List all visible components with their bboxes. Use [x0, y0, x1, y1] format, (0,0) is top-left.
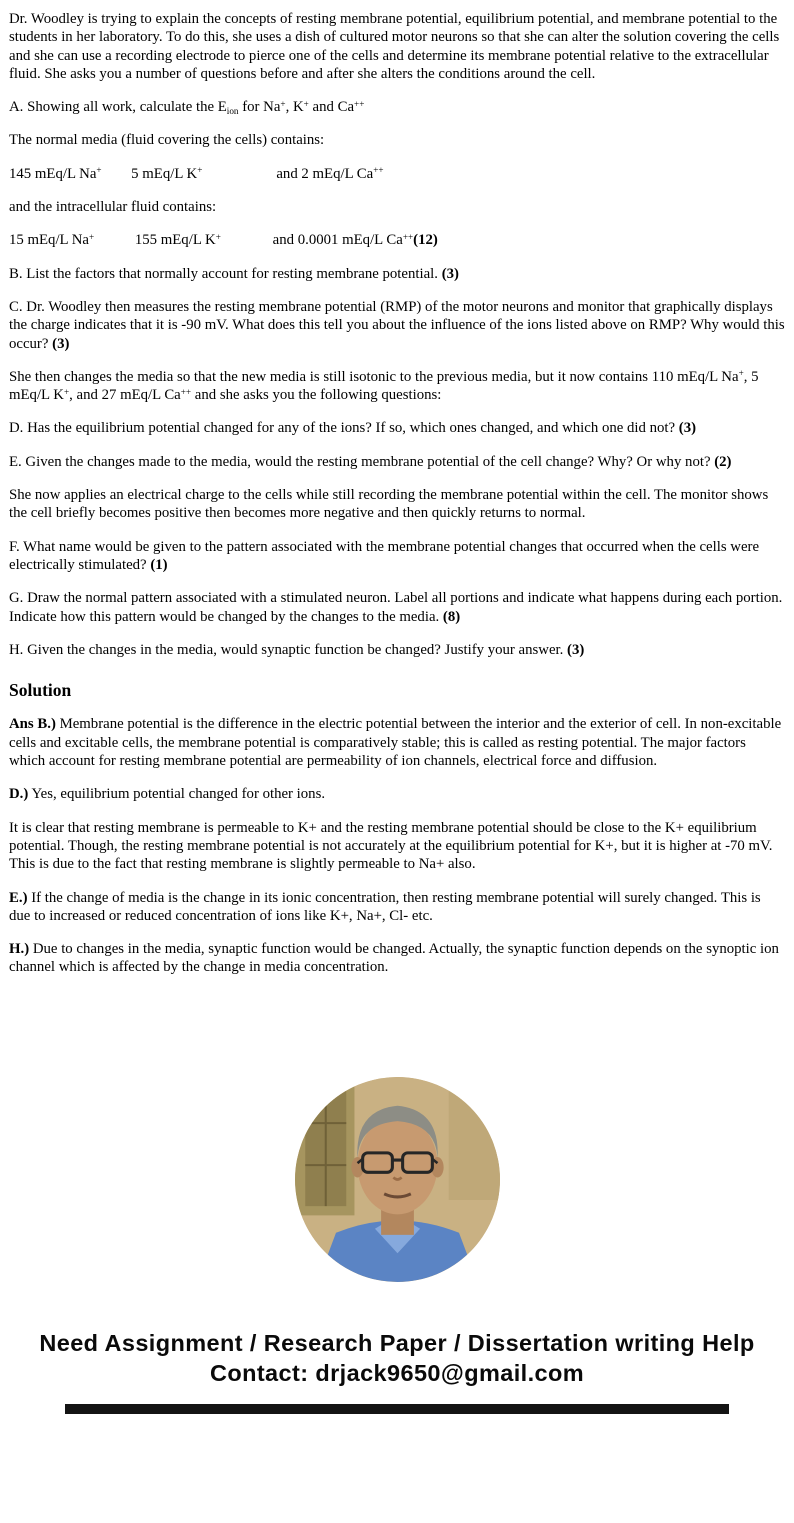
- intracellular-intro: and the intracellular fluid contains:: [9, 199, 217, 216]
- question-g: G. Draw the normal pattern associated with a stimulated neuron. Label all portions and indicate what happens during each portion. Indicate how this pattern would be changed by the changes to the media. (8): [9, 590, 783, 625]
- question-d: D. Has the equilibrium potential changed for any of the ions? If so, which ones changed, and which one did not? (3): [9, 420, 697, 437]
- media-change-paragraph: She then changes the media so that the new media is still isotonic to the previous media, but it now contains 110 mEq/L Na+, 5 mEq/L K+, and 27 mEq/L Ca++ and she asks you the following questions:: [9, 368, 759, 404]
- portrait-illustration: [295, 1077, 500, 1282]
- portrait-section: [0, 1077, 794, 1282]
- portrait-photo: [295, 1077, 500, 1282]
- normal-media-concentrations: 145 mEq/L Na+ 5 mEq/L K+ and 2 mEq/L Ca++: [9, 165, 384, 182]
- answer-d: D.) Yes, equilibrium potential changed for other ions.: [9, 786, 326, 803]
- electrical-charge-paragraph: She now applies an electrical charge to the cells while still recording the membrane potential within the cell. The monitor shows the cell briefly becomes positive then becomes more negative and then quickly returns to normal.: [9, 487, 769, 522]
- question-a: A. Showing all work, calculate the $E_{ion}$ for Na+, K+ and Ca++: [9, 98, 365, 116]
- answer-h: H.) Due to changes in the media, synaptic function would be changed. Actually, the synaptic function depends on the synoptic ion channel which is affected by the change in media concentration.: [9, 941, 779, 976]
- footer-help-text: Need Assignment / Research Paper / Dissertation writing Help: [39, 1329, 755, 1356]
- footer-ad: [27, 1328, 767, 1388]
- question-h: H. Given the changes in the media, would synaptic function be changed? Justify your answer. (3): [9, 641, 585, 658]
- answer-e: E.) If the change of media is the change in its ionic concentration, then resting membrane potential will surely changed. This is due to increased or reduced concentration of ions like K+, Na+, Cl- etc.: [9, 889, 761, 924]
- intracellular-concentrations: 15 mEq/L Na+ 155 mEq/L K+ and 0.0001 mEq/L Ca++(12): [9, 231, 438, 249]
- answer-b: Ans B.) Membrane potential is the difference in the electric potential between the interior and the exterior of cell. In non-excitable cells and excitable cells, the membrane potential is comparatively stable; this is called as resting potential. The major factors which account for resting membrane potential are permeability of ion channels, electrical force and diffusion.: [9, 716, 782, 770]
- normal-media-intro: The normal media (fluid covering the cells) contains:: [9, 132, 325, 149]
- solution-heading: Solution: [9, 680, 72, 701]
- question-b: B. List the factors that normally account for resting membrane potential. (3): [9, 265, 459, 282]
- bottom-dark-strip: [65, 1404, 729, 1414]
- question-c: C. Dr. Woodley then measures the resting membrane potential (RMP) of the motor neurons and monitor that graphically displays the charge indicates that it is -90 mV. What does this tell you about the influence of the ions listed above on RMP? Why would this occur? (3): [9, 298, 785, 352]
- answer-d-explanation: It is clear that resting membrane is permeable to K+ and the resting membrane potential should be close to the K+ equilibrium potential. Though, the resting membrane potential is not accurately at the equilibrium potential for K+, but it is higher at -70 mV. This is due to the fact that resting membrane is slightly permeable to Na+ also.: [9, 819, 773, 873]
- question-f: F. What name would be given to the pattern associated with the membrane potential changes that occurred when the cells were electrically stimulated? (1): [9, 538, 760, 573]
- question-e: E. Given the changes made to the media, would the resting membrane potential of the cell change? Why? Or why not? (2): [9, 453, 732, 470]
- intro-paragraph: Dr. Woodley is trying to explain the concepts of resting membrane potential, equilibrium potential, and membrane potential to the students in her laboratory. To do this, she uses a dish of cultured motor neurons so that she can alter the solution covering the cells and she can use a recording electrode to pierce one of the cells and determine its membrane potential relative to the extracellular fluid. She asks you a number of questions before and after she alters the conditions around the cell.: [9, 11, 780, 82]
- footer-contact-email: Contact: drjack9650@gmail.com: [209, 1359, 585, 1386]
